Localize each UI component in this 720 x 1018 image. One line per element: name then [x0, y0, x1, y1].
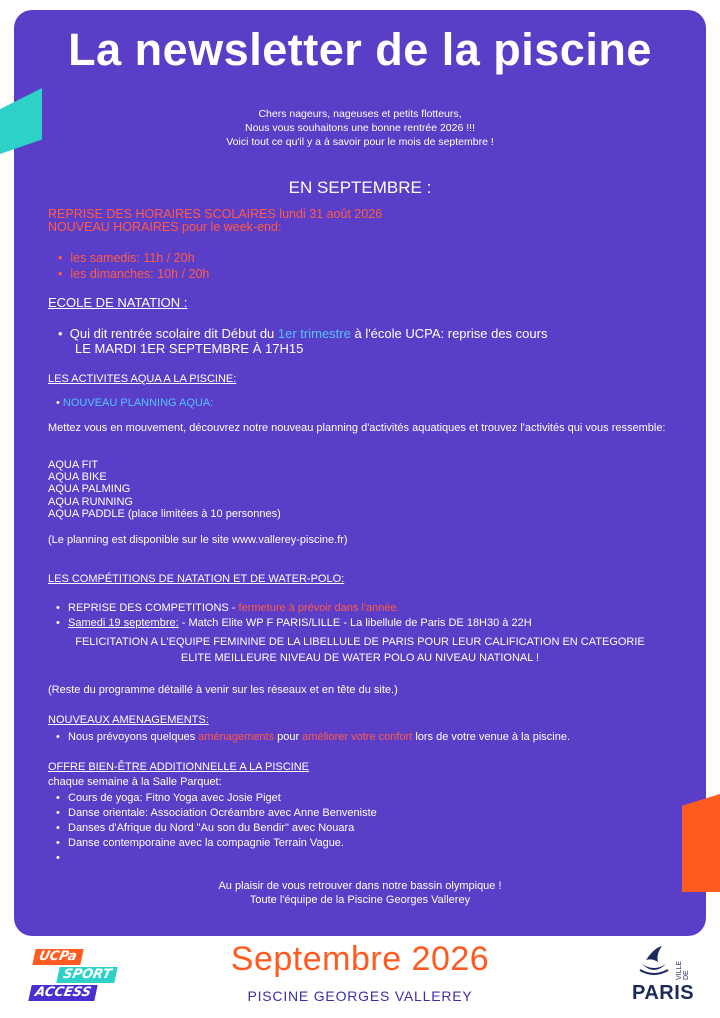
- ucpa-sport-access-logo: UCPa SPORT ACCESS: [28, 945, 128, 1007]
- footer-pool-name: PISCINE GEORGES VALLEREY: [247, 988, 473, 1004]
- competitions-heading: LES COMPÉTITIONS DE NATATION ET DE WATER-POLO:: [48, 573, 345, 585]
- intro-text: Chers nageurs, nageuses et petits flotteurs, Nous vous souhaitons une bonne rentrée 2026 !!! Voici tout ce qu'il y a à savoir pour le mois de septembre !: [226, 108, 494, 148]
- list-item: AQUA FIT: [48, 459, 99, 471]
- aqua-planning-note: (Le planning est disponible sur le site www.vallerey-piscine.fr): [48, 534, 348, 546]
- bienetre-list: [56, 791, 696, 866]
- list-item: • Danse contemporaine avec la compagnie Terrain Vague.: [56, 836, 696, 851]
- schedule-notice: REPRISE DES HORAIRES SCOLAIRES lundi 31 août 2026 NOUVEAU HORAIRES pour le week-end:: [48, 207, 383, 234]
- ville-de-paris-logo: VILLE DE PARIS: [632, 940, 702, 1006]
- list-item: • Samedi 19 septembre: - Match Elite WP F PARIS/LILLE - La libellule de Paris DE 18H30 à 22H: [56, 617, 696, 630]
- school-bullet: • Qui dit rentrée scolaire dit Début du 1er trimestre à l'école UCPA: reprise des cours LE MARDI 1ER SEPTEMBRE À 17H15: [58, 326, 548, 356]
- aqua-activity-list: [48, 459, 281, 520]
- list-item: • Danse orientale: Association Ocréambre avec Anne Benveniste: [56, 806, 696, 821]
- list-item: AQUA BIKE: [48, 471, 107, 484]
- program-note: (Reste du programme détaillé à venir sur les réseaux et en tête du site.): [48, 684, 398, 696]
- list-item: AQUA PADDLE (place limitées à 10 personnes): [48, 507, 281, 520]
- list-item: • les samedis: 11h / 20h: [58, 250, 209, 266]
- amenagements-heading: NOUVEAUX AMENAGEMENTS:: [48, 714, 209, 726]
- list-item: [56, 851, 696, 866]
- competitions-list: [56, 602, 696, 630]
- footer-month: Septembre 2026: [230, 940, 490, 978]
- amenagements-list: [56, 731, 696, 744]
- closing-text: Au plaisir de vous retrouver dans notre bassin olympique ! Toute l'équipe de la Piscine Georges Vallerey: [218, 880, 502, 906]
- bienetre-heading: OFFRE BIEN-ÊTRE ADDITIONNELLE A LA PISCINE: [48, 761, 310, 773]
- list-item: • Cours de yoga: Fitno Yoga avec Josie Piget: [56, 791, 696, 806]
- aqua-heading: LES ACTIVITES AQUA A LA PISCINE:: [48, 373, 237, 385]
- congratulations-text: FELICITATION A L'EQUIPE FEMININE DE LA LIBELLULE DE PARIS POUR LEUR CALIFICATION EN CATEGORIE ELITE MEILLEURE NIVEAU DE WATER POLO AU NIVEAU NATIONAL !: [75, 636, 645, 664]
- list-item: • les dimanches: 10h / 20h: [58, 266, 209, 282]
- list-item: AQUA PALMING: [48, 483, 131, 496]
- school-heading: ECOLE DE NATATION :: [48, 295, 188, 310]
- list-item: • Danses d'Afrique du Nord "Au son du Bendir" avec Nouara: [56, 821, 696, 836]
- list-item: • Nous prévoyons quelques aménagements pour améliorer votre confort lors de votre venue à la piscine.: [56, 731, 696, 744]
- aqua-planning-label: • NOUVEAU PLANNING AQUA:: [56, 397, 214, 409]
- bienetre-subtitle: chaque semaine à la Salle Parquet:: [48, 776, 222, 788]
- aqua-description: Mettez vous en mouvement, découvrez notre nouveau planning d'activités aquatiques et trouvez l'activités qui vous ressemble:: [48, 422, 666, 434]
- newsletter-title: La newsletter de la piscine: [68, 24, 652, 75]
- list-item: • REPRISE DES COMPETITIONS - fermeture à prévoir dans l'année.: [56, 602, 696, 615]
- paris-ship-icon: [636, 942, 672, 978]
- list-item: AQUA RUNNING: [48, 495, 133, 508]
- weekend-hours-list: [58, 250, 209, 282]
- september-heading: EN SEPTEMBRE :: [288, 178, 432, 197]
